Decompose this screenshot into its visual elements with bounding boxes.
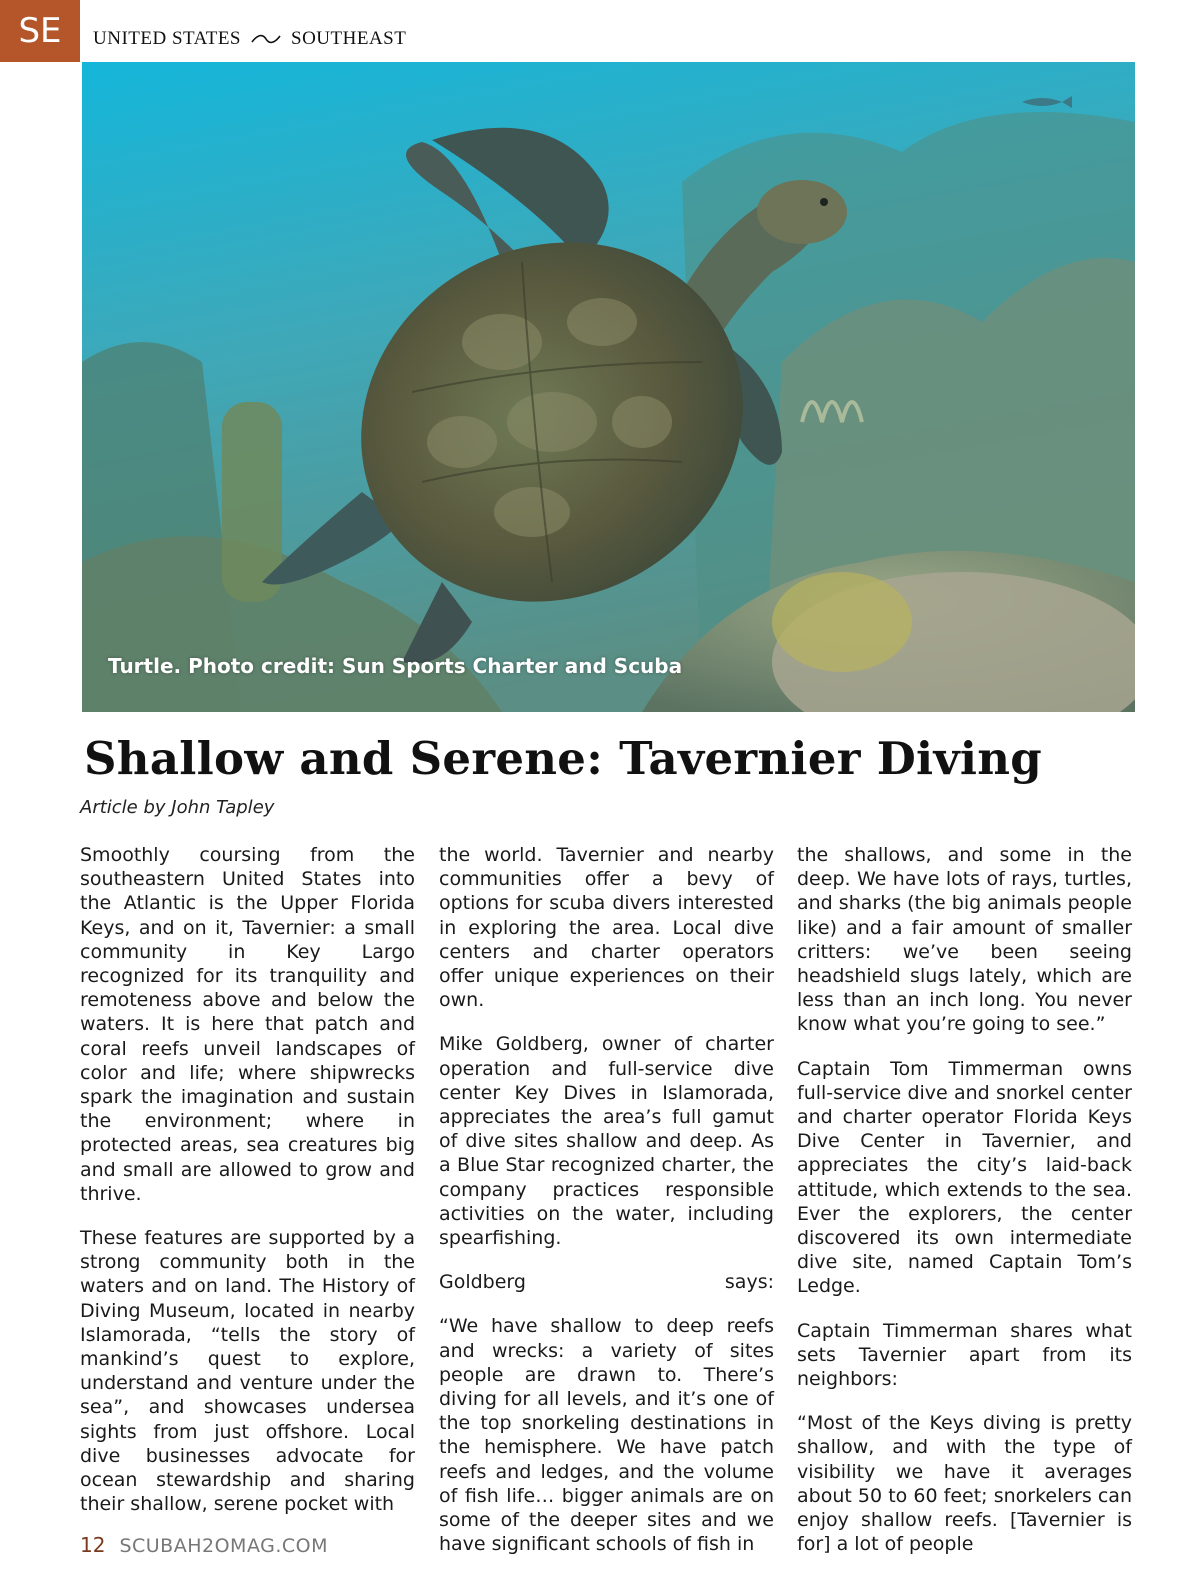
paragraph: Captain Tom Timmerman owns full-service dive and snorkel center and charter operator Florida Keys Dive Center in Tavernier, and appreciates the city’s laid-back attitude, which extends to the sea. Ever the explorers, the center discovered its own intermediate dive site, named Captain Tom’s Ledge. xyxy=(797,1057,1132,1298)
section-header xyxy=(93,26,406,52)
paragraph: Mike Goldberg, owner of charter operation and full-service dive center Key Dives in Islamorada, appreciates the area’s full gamut of dive sites shallow and deep. As a Blue Star recognized charter, the company practices responsible activities on the water, including spearfishing. xyxy=(439,1033,774,1250)
article-column-3 xyxy=(797,843,1132,1576)
wave-icon xyxy=(251,33,281,45)
section-tab xyxy=(0,0,80,62)
quote-speaker: Goldberg xyxy=(439,1271,526,1294)
paragraph: “Most of the Keys diving is pretty shallow, and with the type of visibility we have it averages about 50 to 60 feet; snorkelers can enjoy shallow reefs. [Tavernier is for] a lot of people xyxy=(797,1412,1132,1556)
paragraph: “We have shallow to deep reefs and wrecks: a variety of sites people are drawn to. There’s diving for all levels, and it’s one of the top snorkeling destinations in the hemisphere. We have patch reefs and ledges, and the volume of fish life… bigger animals are on some of the deeper sites and we have significant schools of fish in xyxy=(439,1315,774,1556)
article-title: Shallow and Serene: Tavernier Diving xyxy=(84,732,1043,785)
article-column-1 xyxy=(80,843,415,1536)
subregion-label: SOUTHEAST xyxy=(291,28,407,49)
article-column-2 xyxy=(439,843,774,1576)
section-tab-label: SE xyxy=(18,11,62,51)
page-number: 12 xyxy=(80,1533,106,1557)
turtle-photo xyxy=(82,62,1135,712)
paragraph: the shallows, and some in the deep. We have lots of rays, turtles, and sharks (the big animals people like) and a fair amount of smaller critters: we’ve been seeing headshield slugs lately, which are less than an inch long. You never know what you’re going to see.” xyxy=(797,844,1132,1036)
quote-attribution xyxy=(439,1270,774,1294)
photo-caption: Turtle. Photo credit: Sun Sports Charter and Scuba xyxy=(108,654,683,678)
quote-verb: says: xyxy=(724,1271,774,1294)
paragraph: These features are supported by a strong community both in the waters and on land. The History of Diving Museum, located in nearby Islamorada, “tells the story of mankind’s quest to explore, understand and venture under the sea”, and showcases undersea sights from just offshore. Local dive businesses advocate for ocean stewardship and sharing their shallow, serene pocket with xyxy=(80,1227,415,1516)
paragraph: Captain Timmerman shares what sets Tavernier apart from its neighbors: xyxy=(797,1319,1132,1391)
paragraph: Smoothly coursing from the southeastern United States into the Atlantic is the Upper Florida Keys, and on it, Tavernier: a small community in Key Largo recognized for its tranquility and remoteness above and below the waters. It is here that patch and coral reefs unveil landscapes of color and life; where shipwrecks spark the imagination and sustain the environment; where in protected areas, sea creatures big and small are allowed to grow and thrive. xyxy=(80,844,415,1205)
region-label: UNITED STATES xyxy=(93,28,241,49)
paragraph: the world. Tavernier and nearby communities offer a bevy of options for scuba divers interested in exploring the area. Local dive centers and charter operators offer unique experiences on their own. xyxy=(439,844,774,1012)
article-byline: Article by John Tapley xyxy=(80,797,275,818)
page-footer xyxy=(80,1533,328,1557)
site-url[interactable]: SCUBAH2OMAG.COM xyxy=(119,1535,328,1557)
